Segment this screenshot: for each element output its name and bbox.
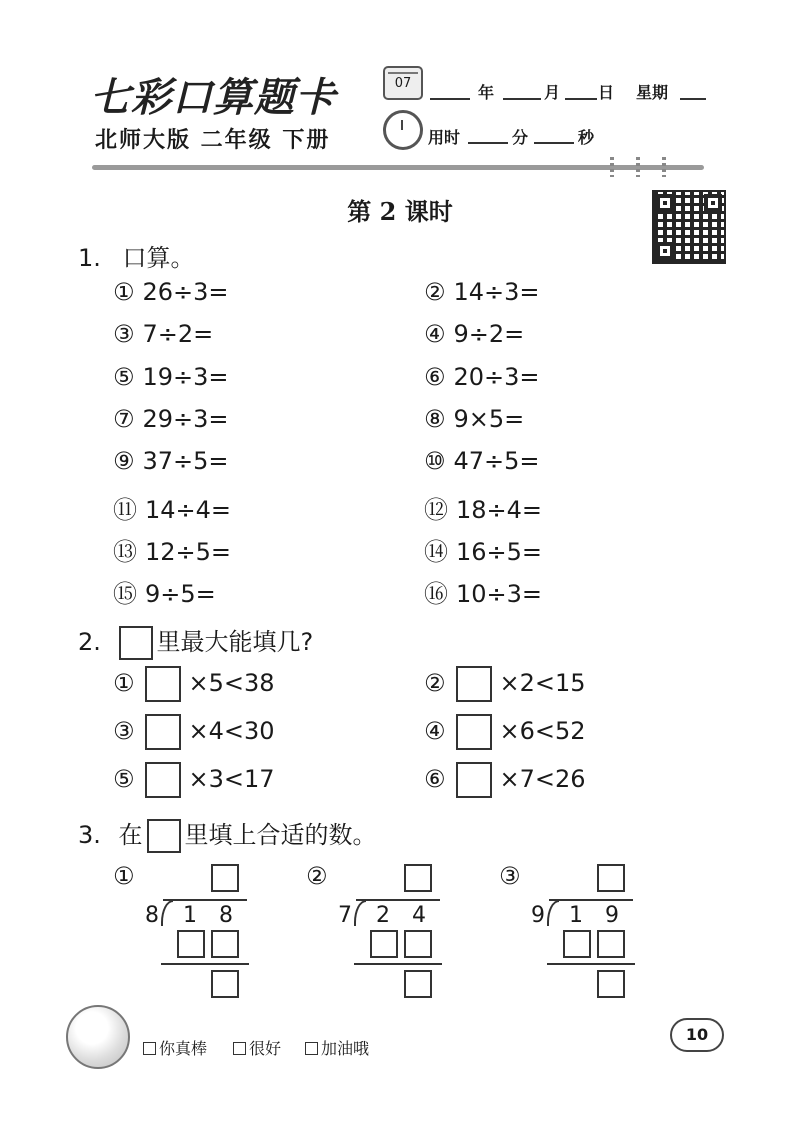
- q1-number: 1.: [78, 244, 101, 272]
- time-used-label: 用时: [428, 128, 461, 147]
- q2-heading: [78, 622, 313, 660]
- expression: 20÷3=: [453, 362, 540, 391]
- weekday-label: 星期: [636, 83, 669, 102]
- q1-item: [113, 320, 213, 348]
- item-number: ⑯: [424, 580, 448, 609]
- item-number: ⑩: [424, 447, 446, 476]
- item-number: ⑭: [424, 537, 448, 566]
- item-number: ⑥: [424, 765, 446, 793]
- item-number: ⑫: [424, 495, 448, 524]
- answer-box[interactable]: [456, 762, 492, 798]
- dividend-digit: 9: [605, 903, 619, 928]
- expression: 18÷4=: [456, 495, 543, 524]
- product-box[interactable]: [177, 930, 205, 958]
- quotient-box[interactable]: [597, 864, 625, 892]
- item-number: ②: [306, 862, 328, 890]
- remainder-box[interactable]: [211, 970, 239, 998]
- answer-box[interactable]: [145, 714, 181, 750]
- expression: 12÷5=: [145, 537, 232, 566]
- division-bracket: [161, 900, 173, 926]
- q1-heading: [78, 238, 195, 273]
- item-number: ⑥: [424, 362, 446, 391]
- year-blank[interactable]: [430, 98, 470, 100]
- day-label: 日: [598, 83, 615, 102]
- month-blank[interactable]: [503, 98, 541, 100]
- qr-code[interactable]: [652, 190, 726, 264]
- expression: 37÷5=: [142, 447, 229, 476]
- expression: 19÷3=: [142, 362, 229, 391]
- answer-box[interactable]: [145, 666, 181, 702]
- division-bracket: [547, 900, 559, 926]
- quotient-box[interactable]: [211, 864, 239, 892]
- q2-item: [424, 666, 586, 702]
- item-number: ⑦: [113, 404, 135, 433]
- calendar-icon: [383, 66, 423, 100]
- edition-label: 北师大版 二年级 下册: [95, 128, 331, 153]
- subtraction-line: [547, 963, 635, 965]
- divisor: 7: [338, 903, 352, 928]
- q2-item: [113, 666, 275, 702]
- q3-title-suffix: 里填上合适的数。: [184, 821, 377, 849]
- item-number: ⑤: [113, 362, 135, 391]
- q1-item: [424, 405, 524, 433]
- expression: 7÷2=: [142, 320, 214, 349]
- q1-item: [113, 490, 231, 525]
- remainder-box[interactable]: [597, 970, 625, 998]
- subtraction-line: [161, 963, 249, 965]
- quotient-box[interactable]: [404, 864, 432, 892]
- expression: ×4<30: [188, 717, 275, 745]
- q1-item: [424, 490, 542, 525]
- minutes-blank[interactable]: [468, 142, 508, 144]
- q2-item: [113, 762, 275, 798]
- dividend-digit: 1: [183, 903, 197, 928]
- answer-box-icon: [147, 819, 181, 853]
- lesson-title: 第 2 课时: [347, 197, 453, 226]
- division-line: [549, 899, 633, 901]
- item-number: ①: [113, 669, 135, 697]
- answer-box[interactable]: [145, 762, 181, 798]
- q1-item: [113, 278, 229, 306]
- seconds-blank[interactable]: [534, 142, 574, 144]
- q1-item: [113, 532, 231, 567]
- item-number: ⑤: [113, 765, 135, 793]
- divisor: 9: [531, 903, 545, 928]
- divider-tick: [662, 157, 666, 177]
- divider-tick: [610, 157, 614, 177]
- remainder-box[interactable]: [404, 970, 432, 998]
- dividend-digit: 2: [376, 903, 390, 928]
- item-number: ③: [113, 320, 135, 349]
- seconds-label: 秒: [578, 128, 595, 147]
- item-number: ②: [424, 669, 446, 697]
- item-number: ④: [424, 320, 446, 349]
- answer-box[interactable]: [456, 666, 492, 702]
- checkbox-icon[interactable]: [143, 1042, 156, 1055]
- expression: 9÷5=: [145, 580, 216, 609]
- q2-title: 里最大能填几?: [156, 628, 314, 656]
- minutes-label: 分: [512, 128, 529, 147]
- month-label: 月: [544, 83, 561, 102]
- answer-box-icon: [119, 626, 153, 660]
- expression: ×5<38: [188, 669, 275, 697]
- item-number: ③: [499, 862, 521, 890]
- q1-title: 口算。: [122, 244, 195, 272]
- q1-item: [113, 405, 229, 433]
- q1-item: [424, 320, 524, 348]
- expression: 47÷5=: [453, 447, 540, 476]
- q2-item: [424, 762, 586, 798]
- product-box[interactable]: [597, 930, 625, 958]
- checkbox-icon[interactable]: [305, 1042, 318, 1055]
- item-number: ⑧: [424, 404, 446, 433]
- day-blank[interactable]: [565, 98, 597, 100]
- product-box[interactable]: [370, 930, 398, 958]
- expression: 14÷4=: [145, 495, 232, 524]
- item-number: ①: [113, 862, 135, 890]
- item-number: ⑨: [113, 447, 135, 476]
- item-number: ①: [113, 278, 135, 306]
- item-number: ③: [113, 717, 135, 745]
- dividend-digit: 4: [412, 903, 426, 928]
- q2-item: [424, 714, 586, 750]
- eval-option[interactable]: 加油哦: [305, 1036, 369, 1059]
- expression: 29÷3=: [142, 404, 229, 433]
- q3-number: 3.: [78, 821, 101, 849]
- expression: ×6<52: [499, 717, 586, 745]
- expression: 16÷5=: [456, 537, 543, 566]
- q3-heading: [78, 815, 377, 853]
- q1-item: [113, 363, 229, 391]
- expression: ×2<15: [499, 669, 586, 697]
- q1-item: [424, 532, 542, 567]
- eval-option[interactable]: 你真棒: [143, 1036, 207, 1059]
- brand-title: 七彩口算题卡: [90, 74, 336, 121]
- q2-item: [113, 714, 275, 750]
- division-line: [356, 899, 440, 901]
- expression: 9÷2=: [453, 320, 525, 349]
- checkbox-icon[interactable]: [233, 1042, 246, 1055]
- subtraction-line: [354, 963, 442, 965]
- mascot-image: [66, 1005, 130, 1069]
- q1-item: [113, 574, 216, 609]
- item-number: ⑮: [113, 580, 137, 609]
- expression: ×7<26: [499, 765, 586, 793]
- eval-option[interactable]: 很好: [233, 1036, 281, 1059]
- expression: ×3<17: [188, 765, 275, 793]
- q3-title-prefix: 在: [118, 821, 143, 849]
- division-bracket: [354, 900, 366, 926]
- year-label: 年: [478, 83, 495, 102]
- item-number: ⑪: [113, 495, 137, 524]
- product-box[interactable]: [211, 930, 239, 958]
- item-number: ②: [424, 278, 446, 306]
- q2-number: 2.: [78, 628, 101, 656]
- dividend-digit: 8: [219, 903, 233, 928]
- divisor: 8: [145, 903, 159, 928]
- dividend-digit: 1: [569, 903, 583, 928]
- q1-item: [424, 447, 540, 475]
- page-number: 10: [670, 1018, 724, 1052]
- expression: 26÷3=: [142, 278, 229, 306]
- product-box[interactable]: [563, 930, 591, 958]
- calendar-day: 07: [394, 76, 412, 91]
- product-box[interactable]: [404, 930, 432, 958]
- expression: 14÷3=: [453, 278, 540, 306]
- q1-item: [424, 278, 540, 306]
- item-number: ④: [424, 717, 446, 745]
- expression: 9×5=: [453, 404, 525, 433]
- clock-icon: [383, 110, 423, 150]
- division-line: [163, 899, 247, 901]
- divider-tick: [636, 157, 640, 177]
- q1-item: [424, 363, 540, 391]
- q1-item: [424, 574, 542, 609]
- q1-item: [113, 447, 229, 475]
- answer-box[interactable]: [456, 714, 492, 750]
- weekday-blank[interactable]: [680, 98, 706, 100]
- item-number: ⑬: [113, 537, 137, 566]
- expression: 10÷3=: [456, 580, 543, 609]
